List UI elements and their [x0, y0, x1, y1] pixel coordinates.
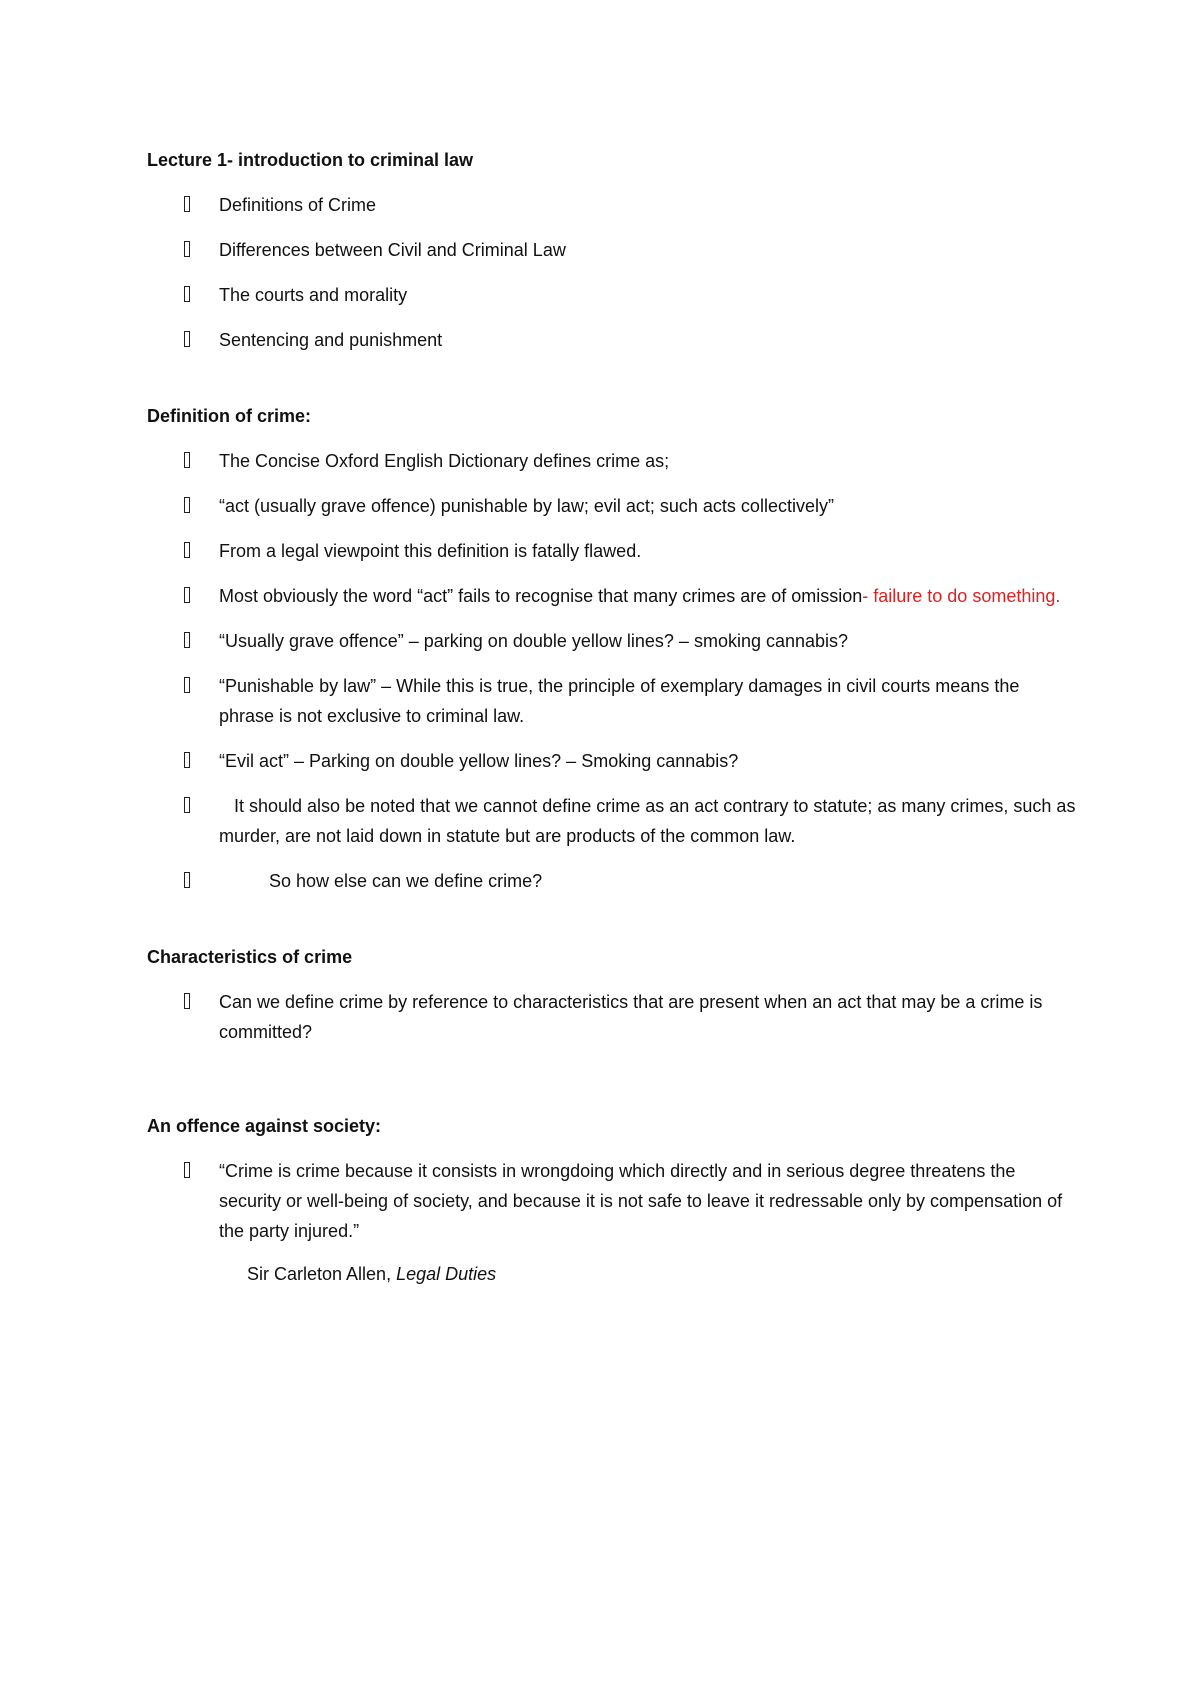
list-item-text: It should also be noted that we cannot define crime as an act contrary to statute; as many crimes, such as murder, are not laid down in statute but are products of the common law. [219, 796, 1076, 846]
missing-glyph-bullet-icon [184, 196, 190, 212]
section-heading: Characteristics of crime [147, 947, 353, 967]
section-characteristics-of-crime [147, 942, 1077, 1047]
list-item [147, 626, 1077, 656]
list-item [147, 235, 1077, 265]
missing-glyph-bullet-icon [184, 497, 190, 513]
missing-glyph-bullet-icon [184, 452, 190, 468]
missing-glyph-bullet-icon [184, 677, 190, 693]
list-item-text: “Evil act” – Parking on double yellow lines? – Smoking cannabis? [219, 751, 739, 771]
list-item [147, 536, 1077, 566]
section-spacer [147, 1047, 1077, 1111]
missing-glyph-bullet-icon [184, 587, 190, 603]
document-content [147, 145, 1077, 1289]
attribution-author: Sir Carleton Allen, [247, 1264, 397, 1284]
section-definition-of-crime [147, 401, 1077, 896]
list-item-text: From a legal viewpoint this definition is fatally flawed. [219, 541, 642, 561]
list-item-text: So how else can we define crime? [269, 871, 543, 891]
missing-glyph-bullet-icon [184, 542, 190, 558]
list-item [147, 325, 1077, 355]
list-item-text: “Usually grave offence” – parking on double yellow lines? – smoking cannabis? [219, 631, 849, 651]
quote-text: “Crime is crime because it consists in wrongdoing which directly and in serious degree threatens the security or well-being of society, and because it is not safe to leave it redressable only by compensation of the party injured.” [219, 1161, 1063, 1241]
list-item-text: Sentencing and punishment [219, 330, 443, 350]
section-offence-against-society [147, 1111, 1077, 1289]
list-item [147, 190, 1077, 220]
bullet-list [147, 446, 1077, 896]
list-item-text: The Concise Oxford English Dictionary defines crime as; [219, 451, 670, 471]
missing-glyph-bullet-icon [184, 1162, 190, 1178]
section-spacer [147, 355, 1077, 401]
list-item [147, 446, 1077, 476]
list-item [147, 866, 1077, 896]
section-heading: Definition of crime: [147, 406, 312, 426]
missing-glyph-bullet-icon [184, 632, 190, 648]
missing-glyph-bullet-icon [184, 241, 190, 257]
bullet-list [147, 1156, 1077, 1246]
missing-glyph-bullet-icon [184, 331, 190, 347]
list-item [147, 581, 1077, 611]
list-item-text: “Punishable by law” – While this is true, the principle of exemplary damages in civil courts means the phrase is not exclusive to criminal law. [219, 676, 1020, 726]
list-item [147, 1156, 1077, 1246]
missing-glyph-bullet-icon [184, 993, 190, 1009]
section-heading: An offence against society: [147, 1116, 382, 1136]
section-spacer [147, 896, 1077, 942]
missing-glyph-bullet-icon [184, 752, 190, 768]
section-lecture-intro [147, 145, 1077, 355]
list-item-text: Definitions of Crime [219, 195, 377, 215]
bullet-list [147, 987, 1077, 1047]
list-item-text: “act (usually grave offence) punishable by law; evil act; such acts collectively” [219, 496, 834, 516]
missing-glyph-bullet-icon [184, 872, 190, 888]
list-item-text: Differences between Civil and Criminal Law [219, 240, 566, 260]
quote-attribution [147, 1259, 1077, 1289]
list-item [147, 491, 1077, 521]
bullet-list [147, 190, 1077, 355]
highlighted-text: - failure to do something. [862, 586, 1061, 606]
missing-glyph-bullet-icon [184, 286, 190, 302]
list-item-text: The courts and morality [219, 285, 408, 305]
section-heading: Lecture 1- introduction to criminal law [147, 150, 474, 170]
list-item [147, 791, 1077, 851]
list-item-text: Can we define crime by reference to characteristics that are present when an act that may be a crime is committed? [219, 992, 1043, 1042]
list-item-text: Most obviously the word “act” fails to recognise that many crimes are of omission [219, 586, 863, 606]
list-item [147, 280, 1077, 310]
attribution-work: Legal Duties [396, 1264, 497, 1284]
list-item [147, 671, 1077, 731]
list-item [147, 987, 1077, 1047]
list-item [147, 746, 1077, 776]
missing-glyph-bullet-icon [184, 797, 190, 813]
